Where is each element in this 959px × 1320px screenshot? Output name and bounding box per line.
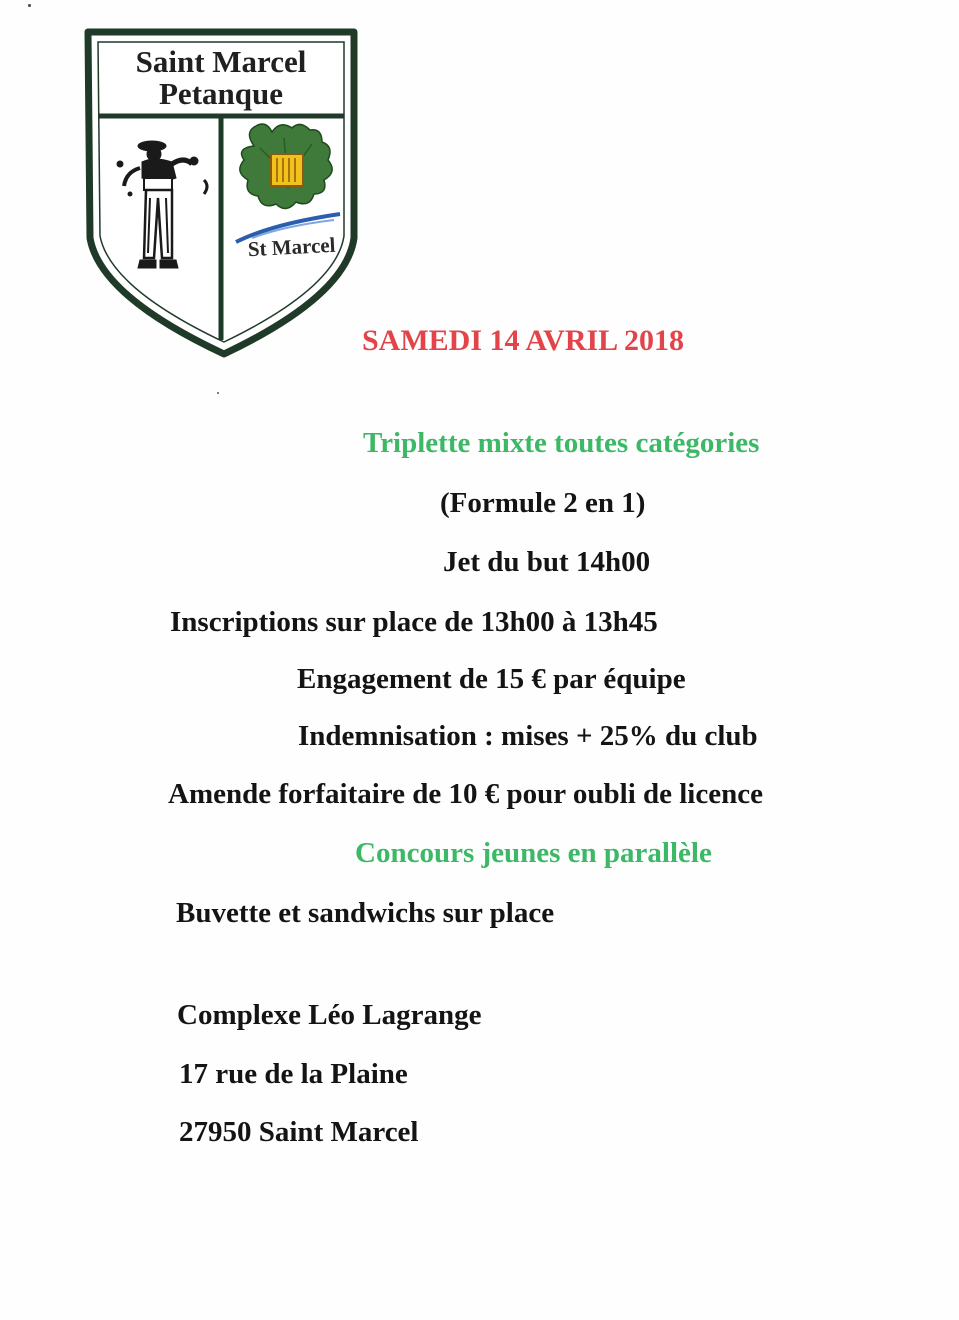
event-fee: Engagement de 15 € par équipe	[297, 663, 686, 695]
club-crest-logo	[84, 28, 360, 358]
address-street: 17 rue de la Plaine	[179, 1058, 408, 1090]
event-compensation: Indemnisation : mises + 25% du club	[298, 720, 758, 752]
event-category: Triplette mixte toutes catégories	[363, 427, 760, 459]
address-venue: Complexe Léo Lagrange	[177, 999, 482, 1031]
scan-speck	[217, 392, 219, 394]
event-refreshments: Buvette et sandwichs sur place	[176, 897, 555, 929]
crest-title-line1: Saint Marcel	[135, 44, 307, 79]
address-city: 27950 Saint Marcel	[179, 1116, 419, 1148]
event-registration: Inscriptions sur place de 13h00 à 13h45	[170, 606, 658, 638]
crest-town-label: St Marcel	[247, 232, 337, 262]
event-fine: Amende forfaitaire de 10 € pour oubli de licence	[168, 778, 763, 810]
event-date: SAMEDI 14 AVRIL 2018	[362, 324, 685, 357]
scan-speck	[28, 4, 31, 7]
crest-title-line2: Petanque	[159, 76, 283, 111]
event-start-time: Jet du but 14h00	[443, 546, 651, 578]
event-youth-contest: Concours jeunes en parallèle	[355, 837, 712, 869]
event-formula: (Formule 2 en 1)	[440, 487, 646, 519]
